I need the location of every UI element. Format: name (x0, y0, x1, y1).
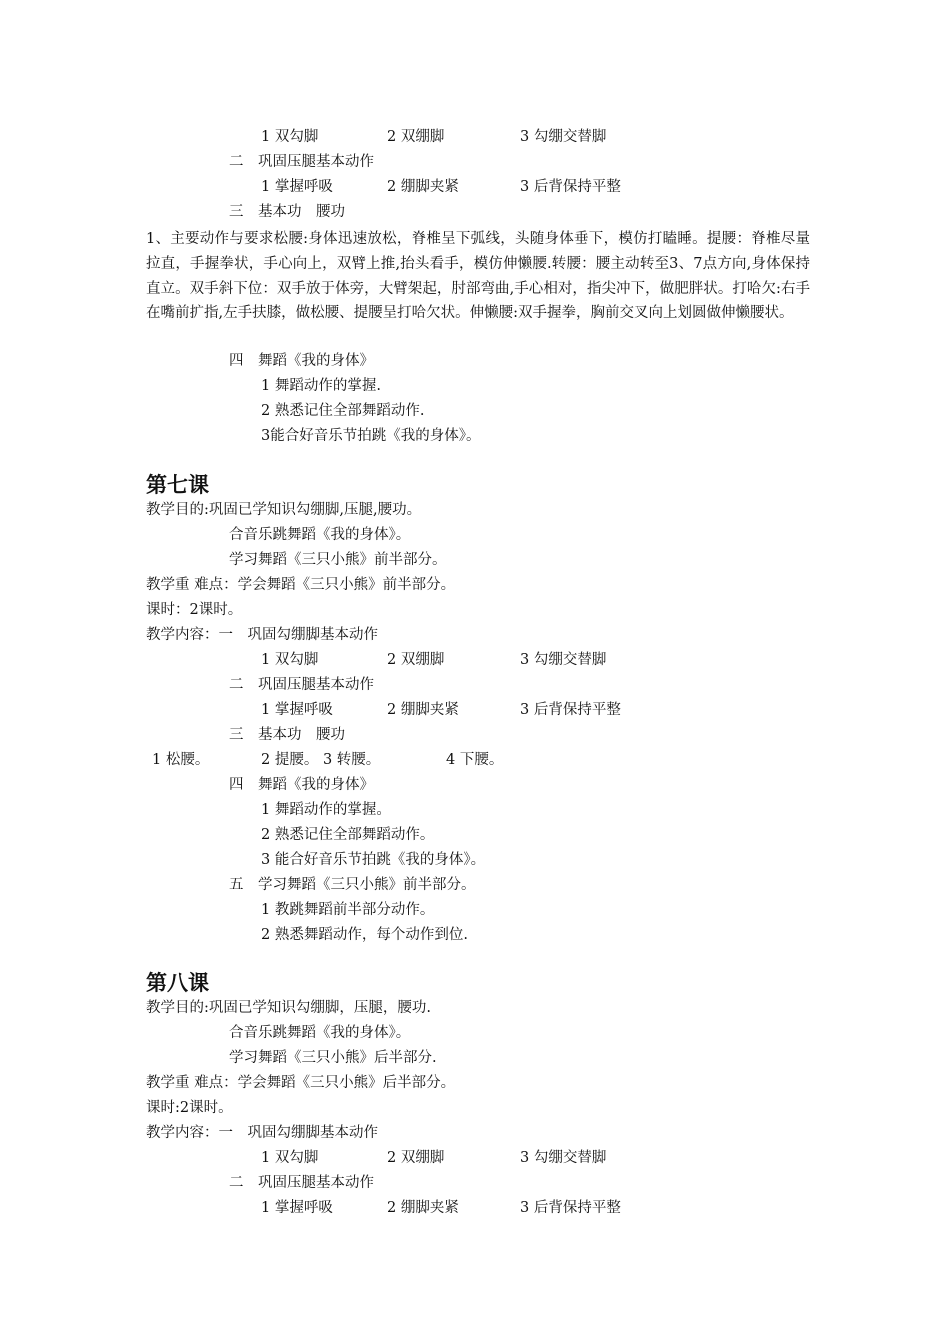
section-heading: 四 舞蹈《我的身体》 (229, 353, 374, 369)
list-item: 1 舞蹈动作的掌握. (261, 378, 381, 394)
paragraph: 1、主要动作与要求松腰:身体迅速放松，脊椎呈下弧线，头随身体垂下，模仿打瞌睡。提腰：脊椎尽量拉直，手握拳状，手心向上，双臂上推,抬头看手，模仿伸懒腰.转腰：腰主动转至3、7点方向,身体保持直立。双手斜下位：双手放于体旁，大臂架起，肘部弯曲,手心相对，指尖冲下，做肥胖状。打哈欠:右手在嘴前扩指,左手扶膝，做松腰、提腰呈打哈欠状。伸懒腰:双手握拳，胸前交叉向上划圆做伸懒腰状。 (146, 231, 810, 322)
list-item: 3 勾绷交替脚 (520, 652, 607, 668)
list-item: 1 教跳舞蹈前半部分动作。 (261, 902, 435, 918)
list-item: 1 松腰。 (152, 752, 210, 768)
list-item: 3能合好音乐节拍跳《我的身体》。 (261, 428, 481, 444)
section-heading: 三 基本功 腰功 (229, 204, 345, 220)
class-hours: 课时:2课时。 (146, 1100, 233, 1116)
key-points: 教学重 难点：学会舞蹈《三只小熊》前半部分。 (146, 577, 456, 593)
content-heading: 教学内容：一 巩固勾绷脚基本动作 (146, 1125, 378, 1141)
list-item: 1 舞蹈动作的掌握。 (261, 802, 391, 818)
list-item: 2 提腰。 3 转腰。 (261, 752, 381, 768)
list-item: 1 双勾脚 (261, 1150, 319, 1166)
list-item: 2 绷脚夹紧 (387, 179, 459, 195)
section-heading: 二 巩固压腿基本动作 (229, 154, 374, 170)
list-item: 2 绷脚夹紧 (387, 1200, 459, 1216)
list-item: 3 后背保持平整 (520, 1200, 621, 1216)
class-hours: 课时：2课时。 (146, 602, 243, 618)
list-item: 3 勾绷交替脚 (520, 129, 607, 145)
content-heading: 教学内容：一 巩固勾绷脚基本动作 (146, 627, 378, 643)
list-item: 2 双绷脚 (387, 129, 445, 145)
goal-line: 合音乐跳舞蹈《我的身体》。 (229, 527, 411, 543)
section-heading: 二 巩固压腿基本动作 (229, 677, 374, 693)
key-points: 教学重 难点：学会舞蹈《三只小熊》后半部分。 (146, 1075, 456, 1091)
list-item: 3 能合好音乐节拍跳《我的身体》。 (261, 852, 486, 868)
section-heading: 四 舞蹈《我的身体》 (229, 777, 374, 793)
list-item: 2 双绷脚 (387, 1150, 445, 1166)
list-item: 2 双绷脚 (387, 652, 445, 668)
lesson-title: 第八课 (146, 970, 209, 995)
list-item: 4 下腰。 (446, 752, 504, 768)
section-heading: 二 巩固压腿基本动作 (229, 1175, 374, 1191)
list-item: 1 双勾脚 (261, 129, 319, 145)
list-item: 2 绷脚夹紧 (387, 702, 459, 718)
goal-line: 学习舞蹈《三只小熊》后半部分. (229, 1050, 437, 1066)
list-item: 1 掌握呼吸 (261, 702, 333, 718)
list-item: 1 双勾脚 (261, 652, 319, 668)
lesson-title: 第七课 (146, 472, 209, 497)
list-item: 2 熟悉记住全部舞蹈动作. (261, 403, 425, 419)
list-item: 3 后背保持平整 (520, 179, 621, 195)
list-item: 3 后背保持平整 (520, 702, 621, 718)
goal-line: 教学目的:巩固已学知识勾绷脚，压腿，腰功. (146, 1000, 431, 1016)
list-item: 1 掌握呼吸 (261, 1200, 333, 1216)
list-item: 1 掌握呼吸 (261, 179, 333, 195)
goal-line: 合音乐跳舞蹈《我的身体》。 (229, 1025, 411, 1041)
section-heading: 三 基本功 腰功 (229, 727, 345, 743)
goal-line: 教学目的:巩固已学知识勾绷脚,压腿,腰功。 (146, 502, 422, 518)
list-item: 2 熟悉舞蹈动作，每个动作到位. (261, 927, 468, 943)
section-heading: 五 学习舞蹈《三只小熊》前半部分。 (229, 877, 476, 893)
list-item: 3 勾绷交替脚 (520, 1150, 607, 1166)
list-item: 2 熟悉记住全部舞蹈动作。 (261, 827, 435, 843)
goal-line: 学习舞蹈《三只小熊》前半部分。 (229, 552, 447, 568)
